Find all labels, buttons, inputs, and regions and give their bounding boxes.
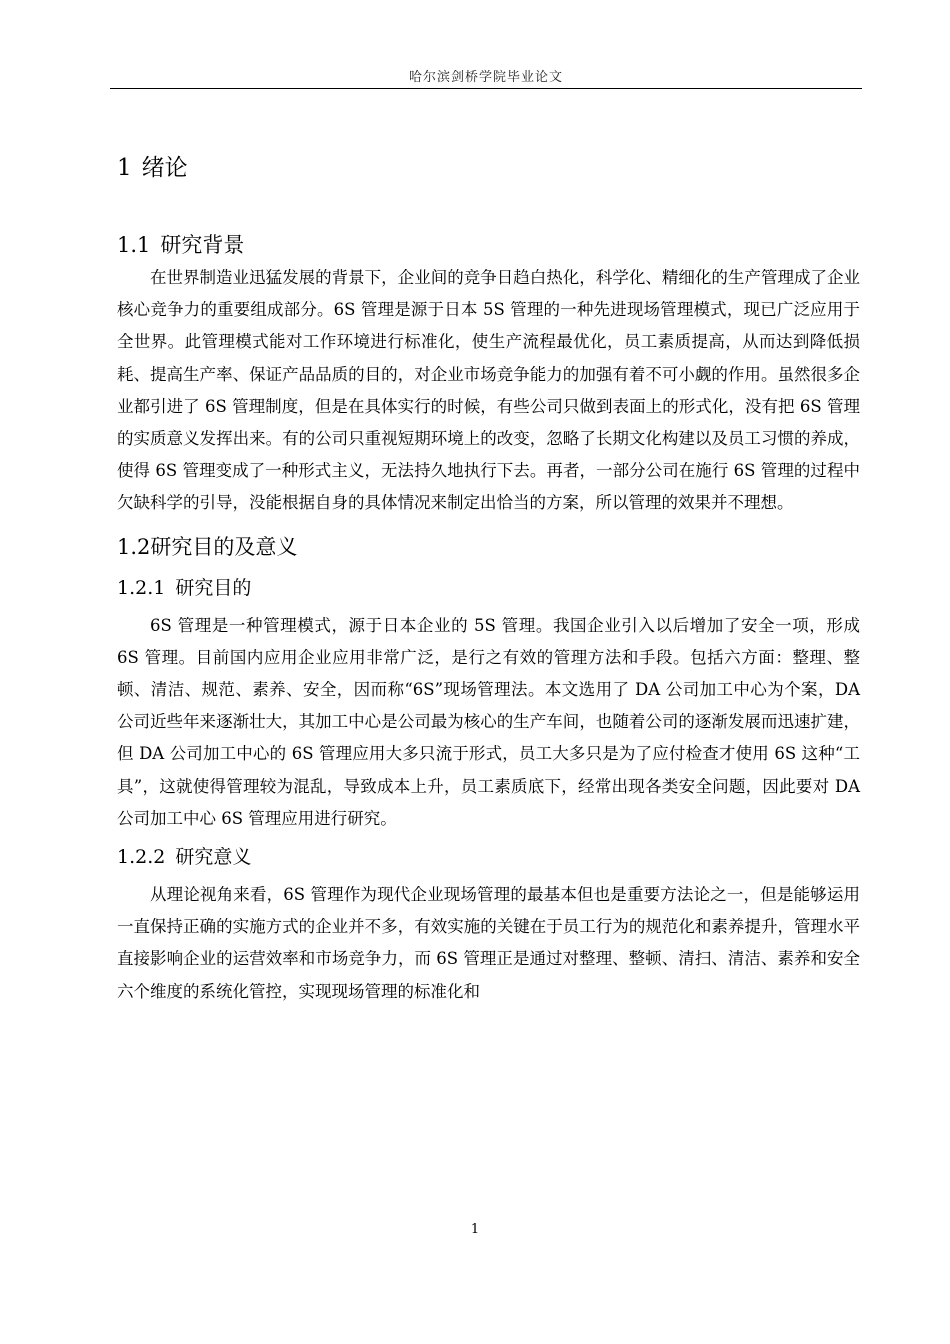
chapter-number: 1 bbox=[117, 155, 132, 181]
subsection-number: 1.2.2 bbox=[117, 846, 166, 869]
section-heading-background bbox=[117, 228, 860, 262]
subsection-heading-meaning bbox=[117, 841, 860, 873]
subsection-heading-purpose bbox=[117, 572, 860, 604]
subsection-title: 研究意义 bbox=[175, 846, 252, 869]
paragraph-purpose: 6S 管理是一种管理模式，源于日本企业的 5S 管理。我国企业引入以后增加了安全一项，形成 6S 管理。目前国内应用企业应用非常广泛，是行之有效的管理方法和手段。包括六方面：整理、整顿、清洁、规范、素养、安全，因而称“6S”现场管理法。本文选用了 DA 公司加工中心为个案，DA 公司近些年来逐渐壮大，其加工中心是公司最为核心的生产车间，也随着公司的逐渐发展而迅速扩建，但 DA 公司加工中心的 6S 管理应用大多只流于形式，员工大多只是为了应付检查才使用 6S 这种“工具”，这就使得管理较为混乱，导致成本上升，员工素质底下，经常出现各类安全问题，因此要对 DA 公司加工中心 6S 管理应用进行研究。 bbox=[117, 615, 860, 828]
paragraph-background: 在世界制造业迅猛发展的背景下，企业间的竞争日趋白热化，科学化、精细化的生产管理成了企业核心竞争力的重要组成部分。6S 管理是源于日本 5S 管理的一种先进现场管理模式，现已广泛应用于全世界。此管理模式能对工作环境进行标准化，使生产流程最优化，员工素质提高，从而达到降低损耗、提高生产率、保证产品品质的目的，对企业市场竞争能力的加强有着不可小觑的作用。虽然很多企业都引进了 6S 管理制度，但是在具体实行的时候，有些公司只做到表面上的形式化，没有把 6S 管理的实质意义发挥出来。有的公司只重视短期环境上的改变，忽略了长期文化构建以及员工习惯的养成，使得 6S 管理变成了一种形式主义，无法持久地执行下去。再者，一部分公司在施行 6S 管理的过程中欠缺科学的引导，没能根据自身的具体情况来制定出恰当的方案，所以管理的效果并不理想。 bbox=[117, 268, 860, 513]
header-divider bbox=[110, 88, 862, 89]
running-header: 哈尔滨剑桥学院毕业论文 bbox=[408, 70, 563, 85]
section-number: 1.1 bbox=[117, 233, 151, 257]
section-title: 研究背景 bbox=[160, 233, 245, 257]
section-number: 1.2 bbox=[117, 534, 151, 559]
page-content bbox=[117, 148, 860, 1008]
page-number: 1 bbox=[470, 1222, 480, 1237]
paragraph-meaning: 从理论视角来看，6S 管理作为现代企业现场管理的最基本但也是重要方法论之一，但是能够运用一直保持正确的实施方式的企业并不多，有效实施的关键在于员工行为的规范化和素养提升，管理水平直接影响企业的运营效率和市场竞争力，而 6S 管理正是通过对整理、整顿、清扫、清洁、素养和安全六个维度的系统化管控，实现现场管理的标准化和 bbox=[117, 885, 860, 1001]
section-title: 研究目的及意义 bbox=[150, 534, 298, 559]
subsection-number: 1.2.1 bbox=[117, 576, 166, 599]
section-heading-purpose-meaning bbox=[117, 530, 860, 564]
chapter-title: 绪论 bbox=[141, 155, 188, 181]
subsection-title: 研究目的 bbox=[175, 576, 252, 599]
chapter-heading bbox=[117, 148, 860, 188]
